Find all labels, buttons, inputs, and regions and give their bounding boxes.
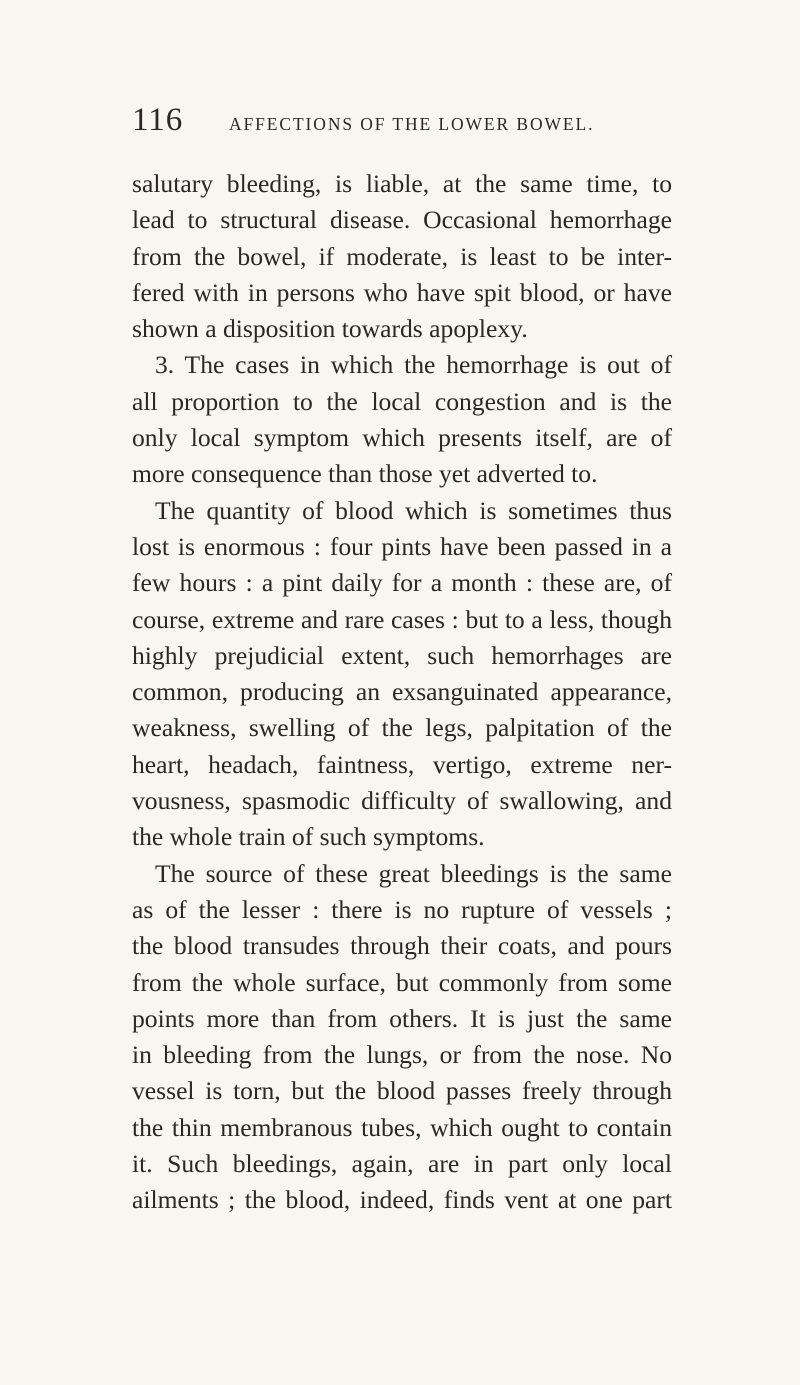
- text-line: all proportion to the local congestion and is the: [132, 386, 672, 416]
- text-line: highly prejudicial extent, such hemorrhages are: [132, 640, 672, 670]
- text-line: course, extreme and rare cases : but to a less, though: [132, 604, 672, 634]
- text-line: The source of these great bleedings is the same: [155, 858, 672, 888]
- text-line: ailments ; the blood, indeed, finds vent at one part: [132, 1185, 672, 1215]
- page-number: 116: [132, 102, 184, 138]
- text-line: as of the lesser : there is no rupture of vessels ;: [132, 894, 672, 924]
- text-line: the thin membranous tubes, which ought to contain: [132, 1112, 672, 1142]
- text-line: 3. The cases in which the hemorrhage is out of: [155, 350, 672, 380]
- text-line: salutary bleeding, is liable, at the same time, to: [132, 169, 672, 198]
- text-line: in bleeding from the lungs, or from the nose. No: [132, 1040, 672, 1070]
- text-line: few hours : a pint daily for a month : these are, of: [132, 568, 672, 598]
- running-title: AFFECTIONS OF THE LOWER BOWEL.: [229, 114, 595, 134]
- text-line: weakness, swelling of the legs, palpitation of the: [132, 713, 672, 743]
- body-text: [132, 166, 672, 1219]
- text-line: vousness, spasmodic difficulty of swallowing, and: [132, 786, 672, 816]
- text-line: fered with in persons who have spit blood, or have: [132, 277, 672, 307]
- text-line: more consequence than those yet adverted to.: [132, 459, 598, 489]
- text-line: shown a disposition towards apoplexy.: [132, 314, 528, 344]
- text-line: common, producing an exsanguinated appearance,: [132, 677, 672, 707]
- text-line: The quantity of blood which is sometimes thus: [155, 495, 672, 525]
- text-line: from the bowel, if moderate, is least to be inter-: [132, 241, 672, 271]
- text-line: from the whole surface, but commonly from some: [132, 967, 672, 997]
- text-line: lead to structural disease. Occasional hemorrhage: [132, 205, 672, 235]
- text-line: lost is enormous : four pints have been passed in a: [132, 531, 672, 561]
- text-line: points more than from others. It is just the same: [132, 1003, 672, 1033]
- text-line: the whole train of such symptoms.: [132, 822, 485, 852]
- running-head: [132, 100, 672, 150]
- text-line: only local symptom which presents itself, are of: [132, 423, 672, 453]
- text-line: the blood transudes through their coats, and pours: [132, 931, 672, 961]
- text-line: heart, headach, faintness, vertigo, extreme ner-: [132, 749, 672, 779]
- text-line: vessel is torn, but the blood passes freely through: [132, 1076, 672, 1106]
- text-line: it. Such bleedings, again, are in part only local: [132, 1149, 672, 1179]
